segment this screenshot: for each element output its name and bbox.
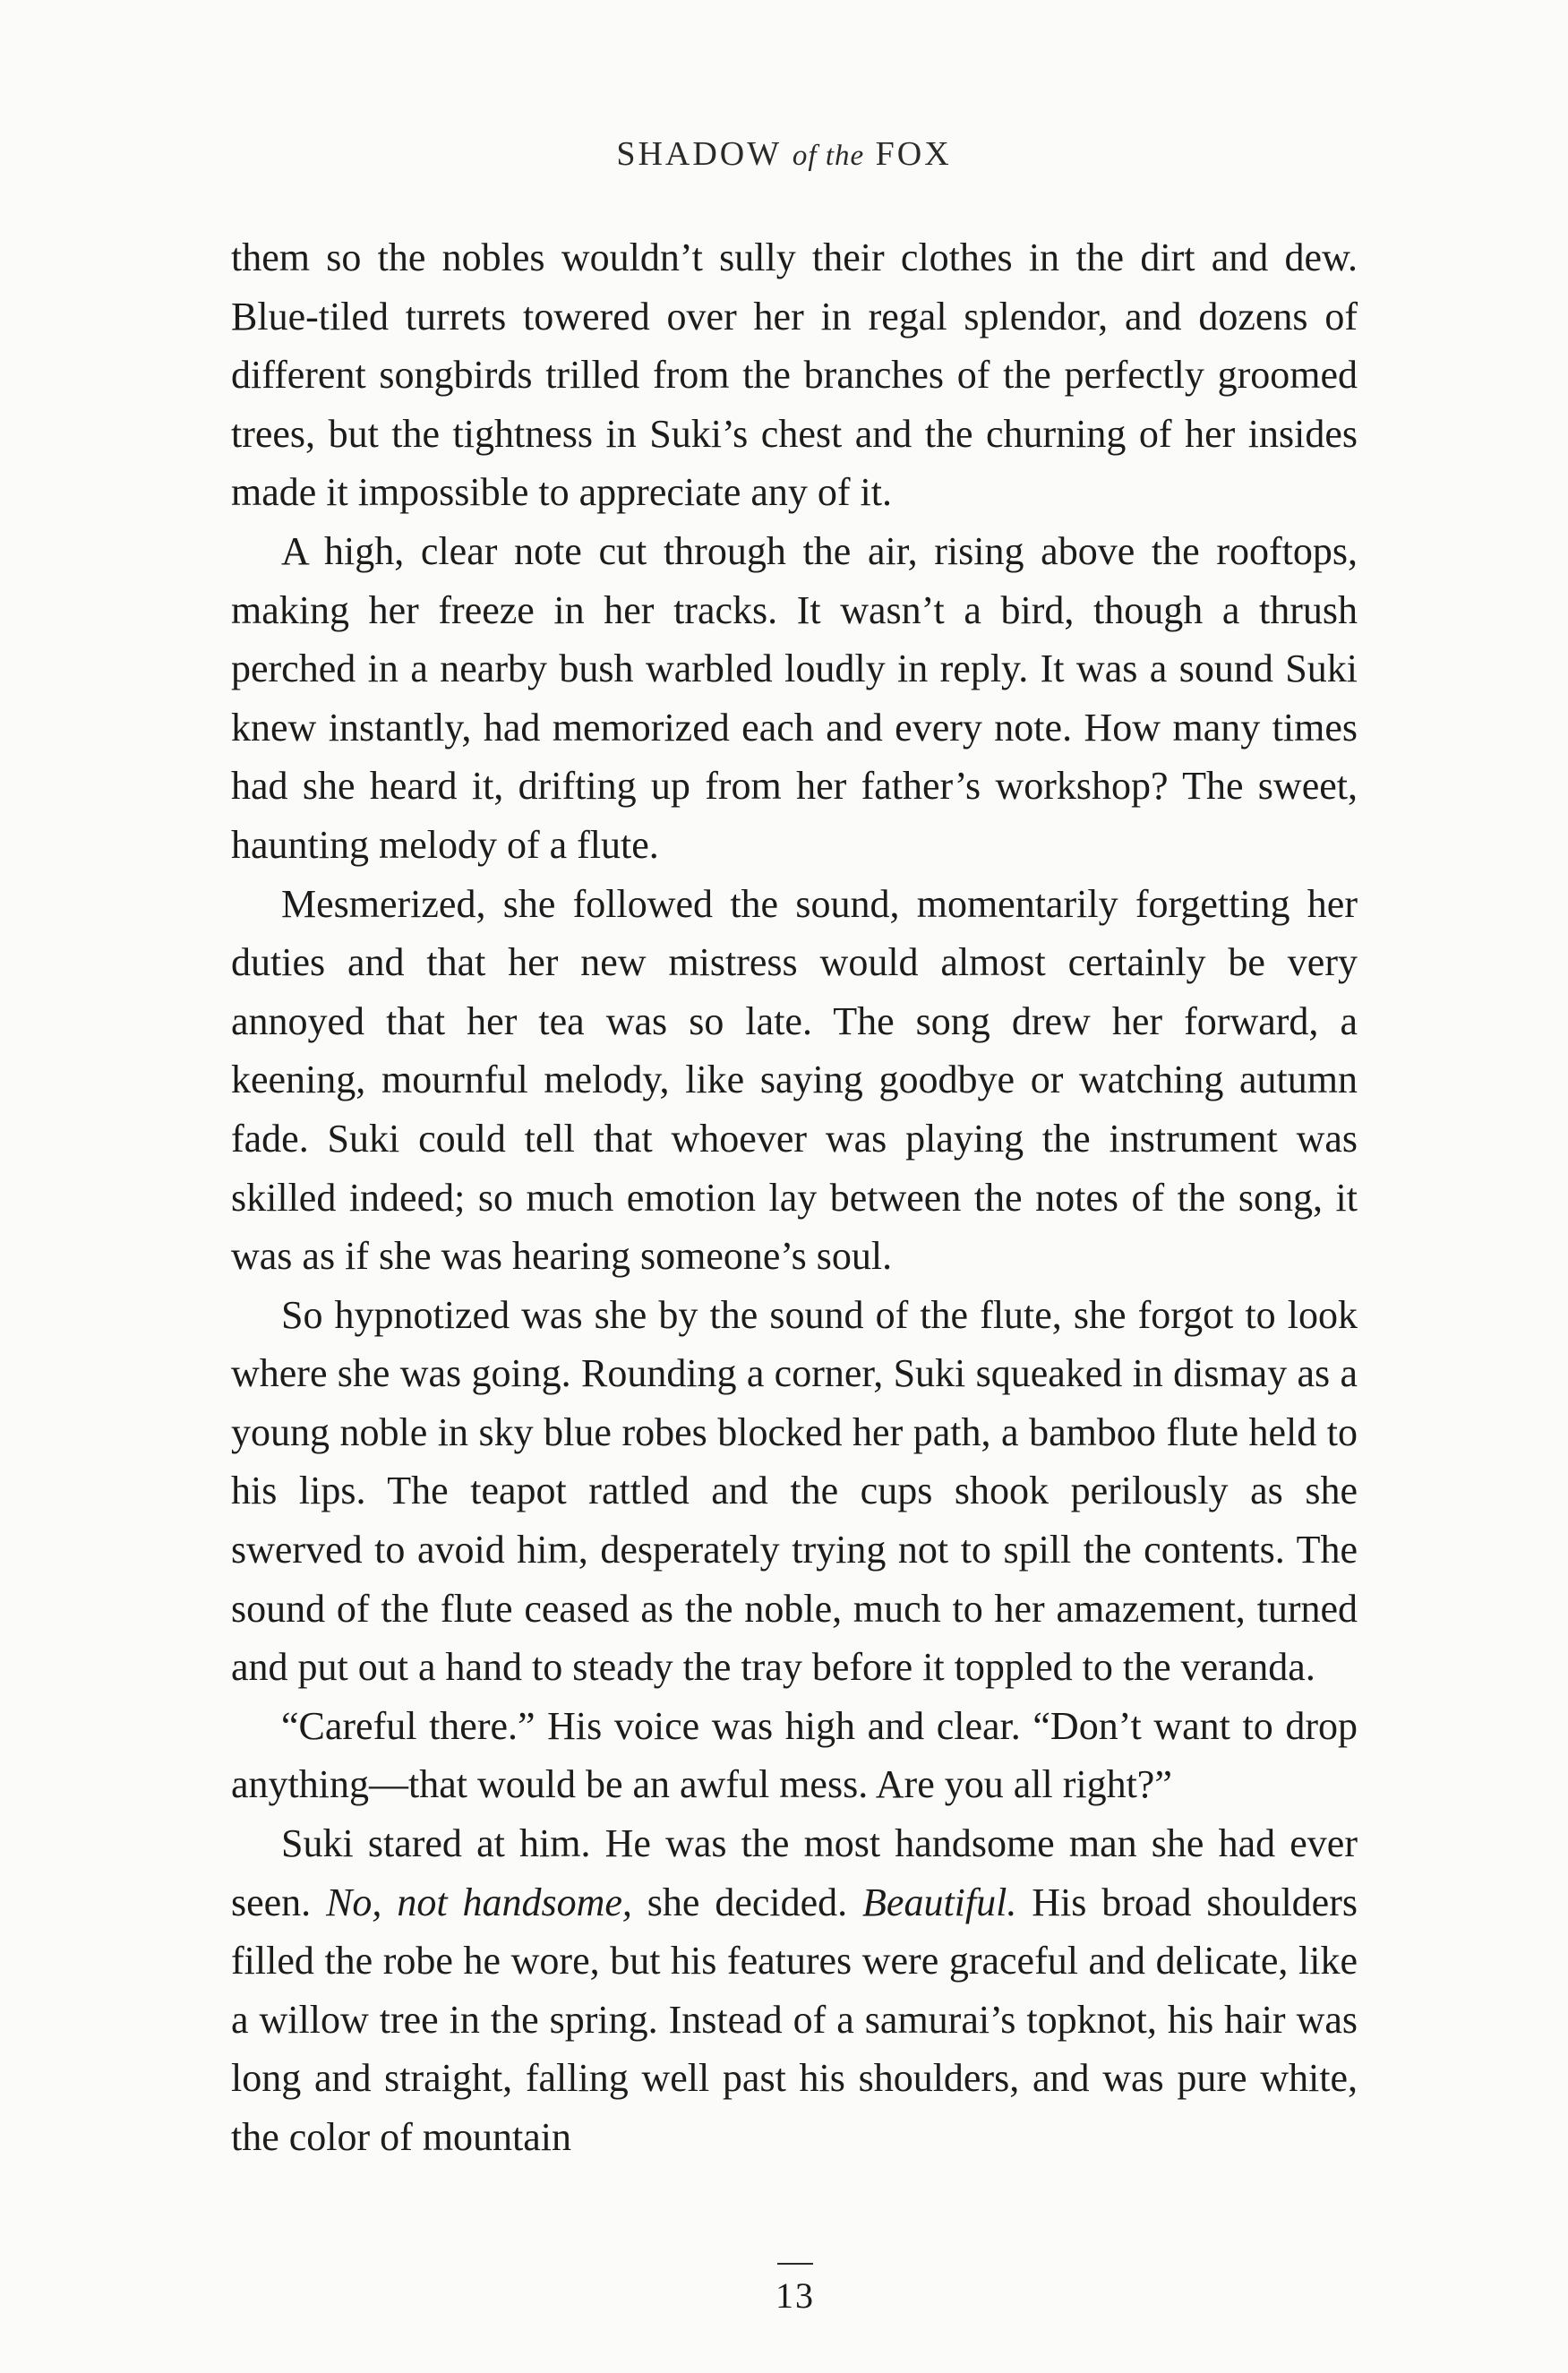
paragraph-6 (231, 1814, 1358, 2167)
paragraph-6-italic-b: Beautiful. (862, 1880, 1017, 1924)
page-number: 13 (775, 2275, 815, 2316)
paragraph-1: them so the nobles wouldn’t sully their clothes in the dirt and dew. Blue-tiled turrets towered over her in regal splendor, and dozens of different songbirds trilled from the branches of the perfectly groomed trees, but the tightness in Suki’s chest and the churning of her insides made it impossible to appreciate any of it. (231, 236, 1358, 515)
paragraph-3: Mesmerized, she followed the sound, momentarily forgetting her duties and that her new mistress would almost certainly be very annoyed that her tea was so late. The song drew her forward, a keening, mournful melody, like saying goodbye or watching autumn fade. Suki could tell that whoever was playing the instrument was skilled indeed; so much emotion lay between the notes of the song, it was as if she was hearing someone’s soul. (231, 881, 1358, 1279)
paragraph-5: “Careful there.” His voice was high and clear. “Don’t want to drop anything—that would be an awful mess. Are you all right?” (231, 1703, 1358, 1807)
paragraph-6-italic-a: No, not handsome, (326, 1880, 632, 1924)
paragraph-4: So hypnotized was she by the sound of the flute, she forgot to look where she was going. Rounding a corner, Suki squeaked in dismay as a young noble in sky blue robes blocked her path, a bamboo flute held to his lips. The teapot rattled and the cups shook perilously as she swerved to avoid him, desperately trying not to spill the contents. The sound of the flute ceased as the noble, much to her amazement, turned and put out a hand to steady the tray before it toppled to the veranda. (231, 1292, 1358, 1690)
running-head-italic: of the (792, 140, 865, 172)
running-head (0, 134, 1568, 174)
running-head-title-end: FOX (864, 135, 952, 173)
paragraph-6-text-a: Suki stared at him. He was the most handsome man she had ever seen. (231, 1821, 1358, 1924)
folio-rule (777, 2263, 813, 2265)
body-text (231, 228, 1358, 2167)
paragraph-6-text-c: His broad shoulders filled the robe he wore, but his features were graceful and delicate, like a willow tree in the spring. Instead of a samurai’s topknot, his hair was long and straight, falling well past his shoulders, and was pure white, the color of mountain (231, 1880, 1358, 2159)
paragraph-2: A high, clear note cut through the air, rising above the rooftops, making her freeze in her tracks. It wasn’t a bird, though a thrush perched in a nearby bush warbled loudly in reply. It was a sound Suki knew instantly, had memorized each and every note. How many times had she heard it, drifting up from her father’s workshop? The sweet, haunting melody of a flute. (231, 528, 1358, 867)
running-head-title: SHADOW (616, 135, 793, 173)
paragraph-6-text-b: she decided. (631, 1880, 863, 1924)
